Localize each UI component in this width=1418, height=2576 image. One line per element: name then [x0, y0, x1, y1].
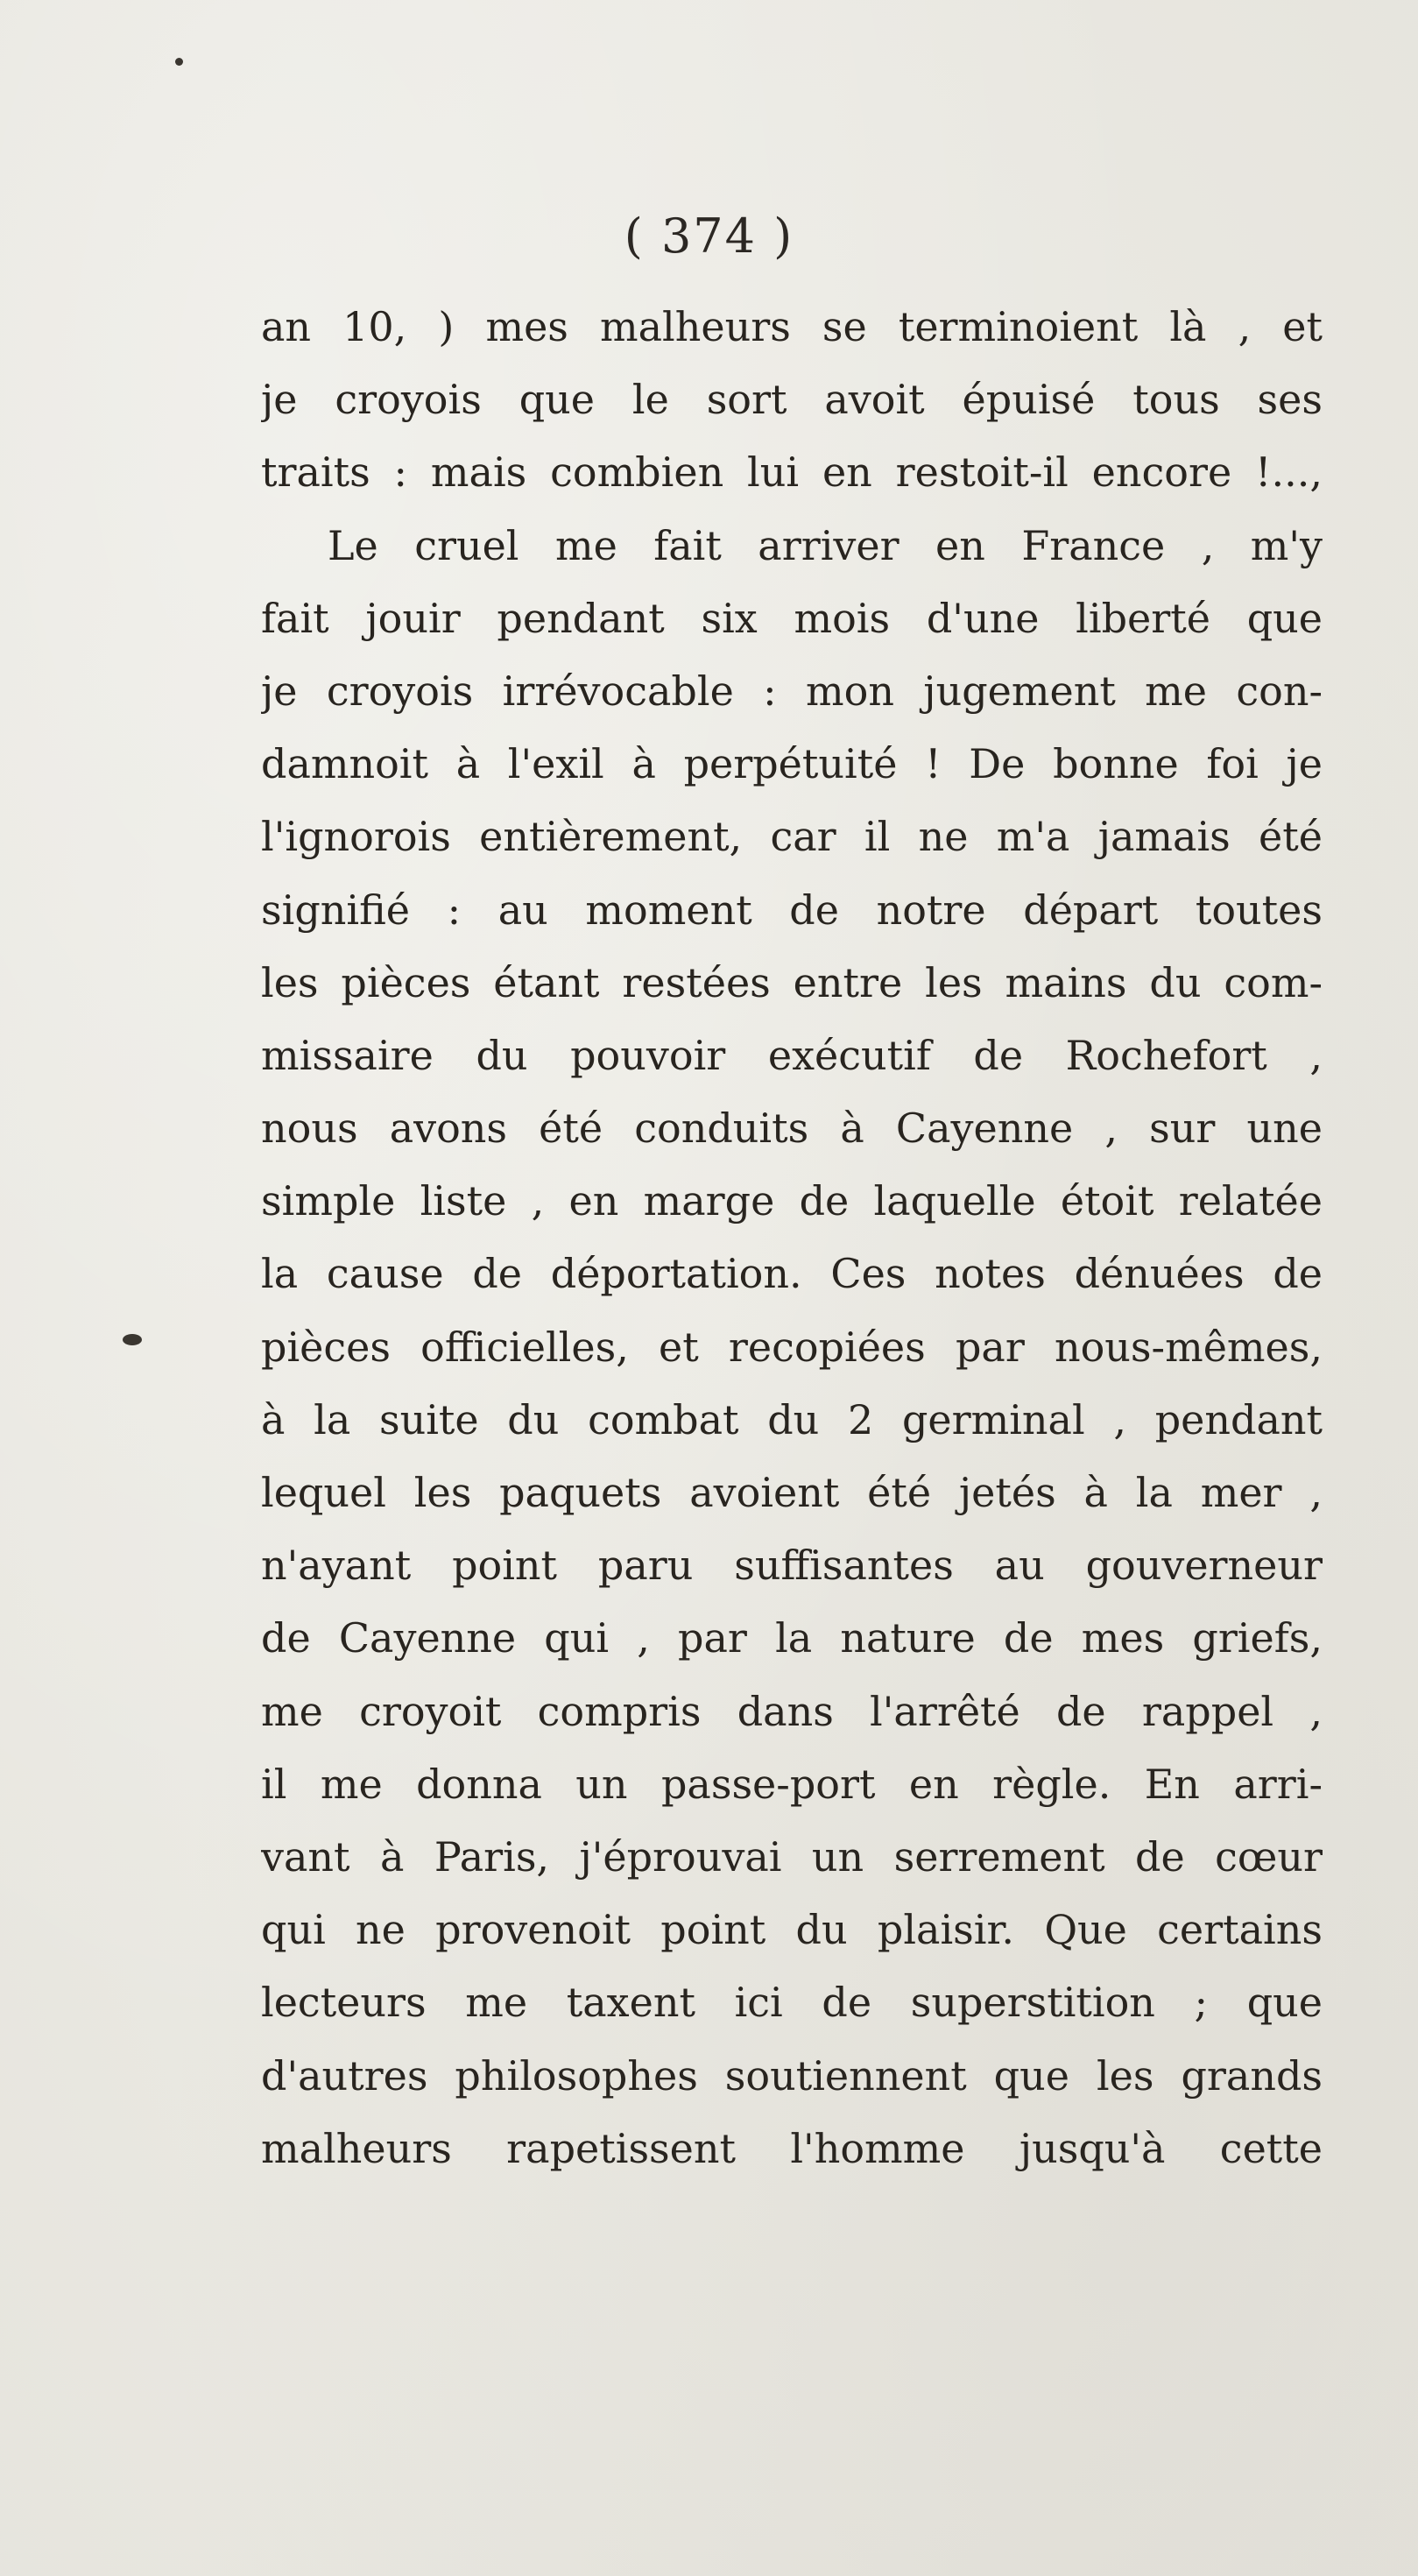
text-line: an 10, ) mes malheurs se terminoient là , et [261, 303, 1323, 350]
body-text [261, 291, 1323, 2185]
text-line: signifié : au moment de notre départ toutes [261, 886, 1323, 934]
text-line: d'autres philosophes soutiennent que les grands [261, 2051, 1323, 2100]
text-line: simple liste , en marge de laquelle étoit relatée [261, 1177, 1323, 1225]
ink-speck [175, 58, 183, 66]
text-line: la cause de déportation. Ces notes dénuées de [261, 1250, 1323, 1298]
text-line: je croyois que le sort avoit épuisé tous ses [261, 376, 1323, 424]
text-line: il me donna un passe-port en règle. En arri- [261, 1760, 1323, 1808]
text-line: missaire du pouvoir exécutif de Rochefort , [261, 1031, 1323, 1079]
text-line: damnoit à l'exil à perpétuité ! De bonne foi je [261, 740, 1323, 788]
ink-speck [123, 1334, 142, 1345]
text-line: vant à Paris, j'éprouvai un serrement de cœur [261, 1832, 1323, 1881]
text-line: nous avons été conduits à Cayenne , sur une [261, 1105, 1323, 1153]
text-line: lequel les paquets avoient été jetés à la mer , [261, 1469, 1323, 1516]
text-line: à la suite du combat du 2 germinal , pendant [261, 1395, 1323, 1443]
text-line: n'ayant point paru suffisantes au gouverneur [261, 1542, 1323, 1590]
text-line: les pièces étant restées entre les mains du com- [261, 958, 1323, 1006]
text-line: lecteurs me taxent ici de superstition ; que [261, 1979, 1323, 2027]
page-number: ( 374 ) [624, 208, 794, 264]
text-line: me croyoit compris dans l'arrêté de rappel , [261, 1687, 1323, 1735]
text-line: fait jouir pendant six mois d'une liberté que [261, 594, 1323, 642]
text-line: je croyois irrévocable : mon jugement me con- [261, 667, 1323, 715]
text-line: pièces officielles, et recopiées par nous-mêmes, [261, 1323, 1323, 1371]
text-line: traits : mais combien lui en restoit-il encore !..., [261, 448, 1323, 497]
text-line: qui ne provenoit point du plaisir. Que certains [261, 1906, 1323, 1954]
text-line: Le cruel me fait arriver en France , m'y [328, 521, 1323, 569]
text-line: malheurs rapetissent l'homme jusqu'à cette [261, 2124, 1323, 2172]
text-line: de Cayenne qui , par la nature de mes griefs, [261, 1614, 1323, 1662]
text-line: l'ignorois entièrement, car il ne m'a jamais été [261, 813, 1323, 861]
